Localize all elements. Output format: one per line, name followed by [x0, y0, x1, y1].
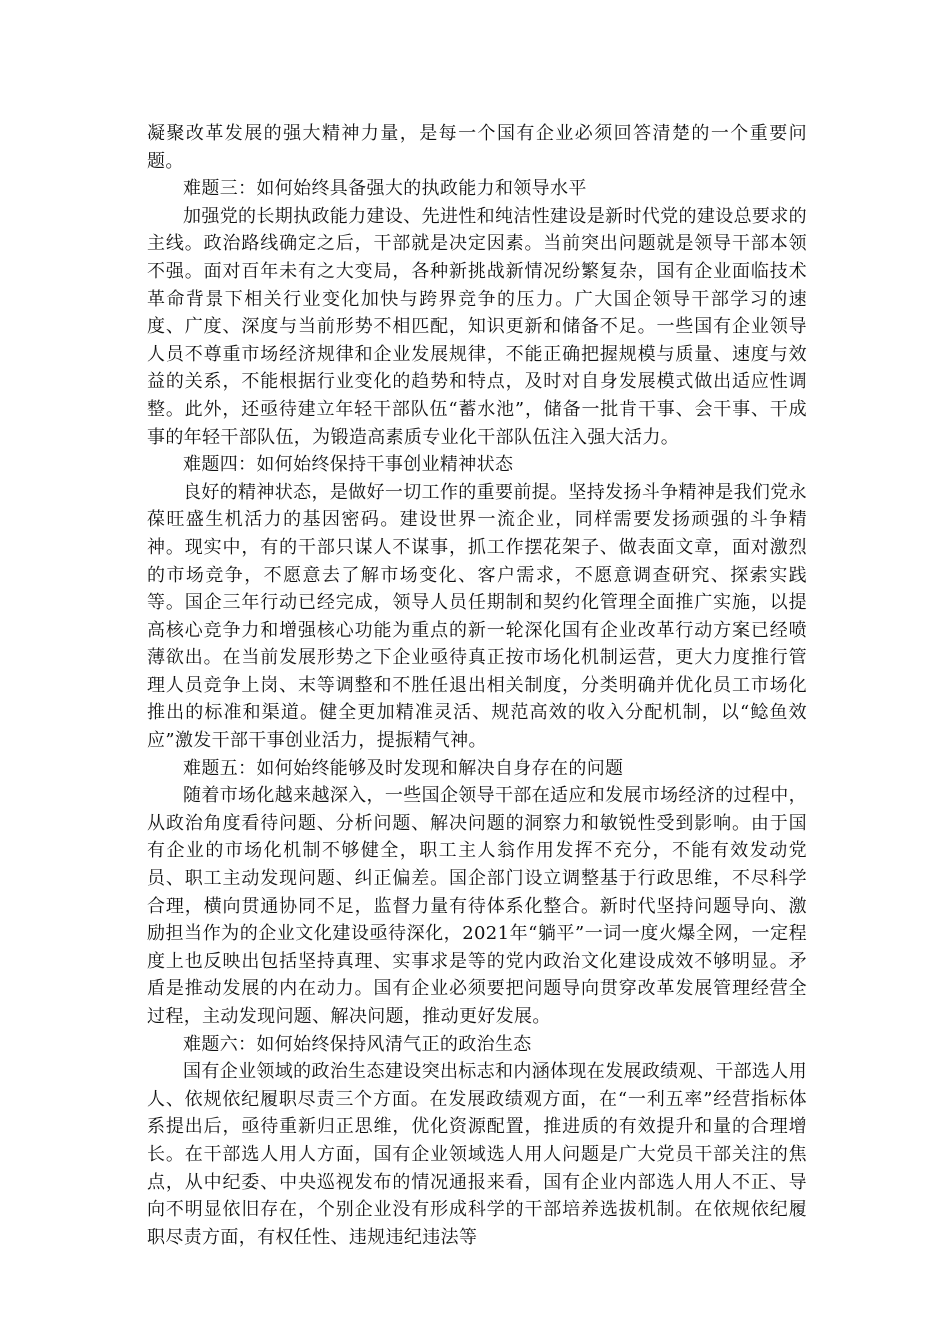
section-heading: 难题六：如何始终保持风清气正的政治生态: [183, 1033, 532, 1055]
section-heading: 难题四：如何始终保持干事创业精神状态: [183, 454, 514, 476]
body-paragraph: 加强党的长期执政能力建设、先进性和纯洁性建设是新时代党的建设总要求的主线。政治路线确定之后，干部就是决定因素。当前突出问题就是领导干部本领不强。面对百年未有之大变局，各种新挑战新情况纷繁复杂，国有企业面临技术革命背景下相关行业变化加快与跨界竞争的压力。广大国企领导干部学习的速度、广度、深度与当前形势不相匹配，知识更新和储备不足。一些国有企业领导人员不尊重市场经济规律和企业发展规律，不能正确把握规模与质量、速度与效益的关系，不能根据行业变化的趋势和特点，及时对自身发展模式做出适应性调整。此外，还亟待建立年轻干部队伍“蓄水池”，储备一批肯干事、会干事、干成事的年轻干部队伍，为锻造高素质专业化干部队伍注入强大活力。: [147, 205, 807, 448]
body-paragraph: 随着市场化越来越深入，一些国企领导干部在适应和发展市场经济的过程中，从政治角度看待问题、分析问题、解决问题的洞察力和敏锐性受到影响。由于国有企业的市场化机制不够健全，职工主人翁作用发挥不充分，不能有效发动党员、职工主动发现问题、纠正偏差。国企部门设立调整基于行政思维，不尽科学合理，横向贯通协同不足，监督力量有待体系化整合。新时代坚持问题导向、激励担当作为的企业文化建设亟待深化，2021年“躺平”一词一度火爆全网，一定程度上也反映出包括坚持真理、实事求是等的党内政治文化建设成效不够明显。矛盾是推动发展的内在动力。国有企业必须要把问题导向贯穿改革发展管理经营全过程，主动发现问题、解决问题，推动更好发展。: [147, 785, 807, 1027]
body-paragraph: 凝聚改革发展的强大精神力量，是每一个国有企业必须回答清楚的一个重要问题。: [147, 123, 807, 172]
body-paragraph: 良好的精神状态，是做好一切工作的重要前提。坚持发扬斗争精神是我们党永葆旺盛生机活力的基因密码。建设世界一流企业，同样需要发扬顽强的斗争精神。现实中，有的干部只谋人不谋事，抓工作摆花架子、做表面文章，面对激烈的市场竞争，不愿意去了解市场变化、客户需求，不愿意调查研究、探索实践等。国企三年行动已经完成，领导人员任期制和契约化管理全面推广实施，以提高核心竞争力和增强核心功能为重点的新一轮深化国有企业改革行动方案已经喷薄欲出。在当前发展形势之下企业亟待真正按市场化机制运营，更大力度推行管理人员竞争上岗、末等调整和不胜任退出相关制度，分类明确并优化员工市场化推出的标准和渠道。健全更加精准灵活、规范高效的收入分配机制，以“鲶鱼效应”激发干部干事创业活力，提振精气神。: [147, 481, 807, 752]
section-heading: 难题三：如何始终具备强大的执政能力和领导水平: [183, 178, 587, 200]
body-paragraph: 国有企业领域的政治生态建设突出标志和内涵体现在发展政绩观、干部选人用人、依规依纪履职尽责三个方面。在发展政绩观方面，在“一利五率”经营指标体系提出后，亟待重新归正思维，优化资源配置，推进质的有效提升和量的合理增长。在干部选人用人方面，国有企业领域选人用人问题是广大党员干部关注的焦点，从中纪委、中央巡视发布的情况通报来看，国有企业内部选人用人不正、导向不明显依旧存在，个别企业没有形成科学的干部培养选拔机制。在依规依纪履职尽责方面，有权任性、违规违纪违法等: [147, 1061, 807, 1248]
document-page: [147, 120, 807, 1251]
section-heading: 难题五：如何始终能够及时发现和解决自身存在的问题: [183, 757, 624, 779]
